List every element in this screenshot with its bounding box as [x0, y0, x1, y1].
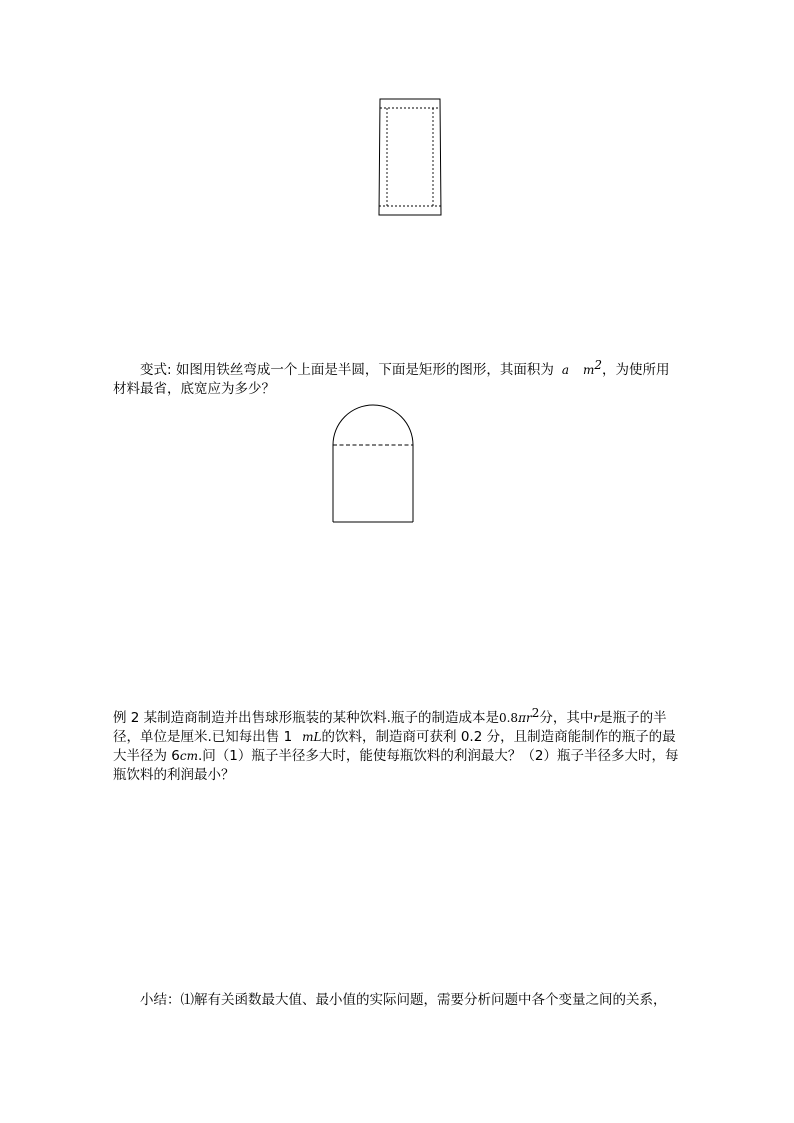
semicircle-rectangle-figure: [330, 403, 416, 526]
sheet-outline: [379, 99, 441, 215]
example2-t5: .问（1）瓶子半径多大时，能使每瓶饮料的利润最大？（2）瓶子半径多大时，每瓶饮料的利润最小？: [113, 748, 679, 783]
area-variable-a: a: [561, 363, 569, 377]
unit-ml: mL: [302, 730, 322, 744]
semicircle-arc: [333, 405, 413, 445]
example2-t4: 的饮料，制造商可获利 0.2 分，且制造商能制作的瓶子的最大半径为 6: [113, 729, 676, 764]
area-unit-exp: 2: [594, 358, 603, 372]
example2-t3: 是瓶子的半径，单位是厘米.已知每出售 1: [113, 710, 667, 745]
radius-symbol: r: [525, 711, 532, 725]
variant-text-a: 变式: 如图用铁丝弯成一个上面是半圆，下面是矩形的图形，其面积为: [140, 362, 554, 378]
example2-t1: 例 2 某制造商制造并出售球形瓶装的某种饮料.瓶子的制造成本是: [113, 710, 499, 726]
variant-text-b: ，为使所用材料最省，底宽应为多少？: [113, 362, 670, 397]
example2-paragraph: [113, 706, 683, 785]
pi-symbol: π: [518, 711, 526, 725]
radius-exponent: 2: [531, 706, 540, 720]
unit-cm: cm: [179, 749, 198, 763]
summary-text: 小结：⑴解有关函数最大值、最小值的实际问题，需要分析问题中各个变量之间的关系，: [140, 992, 667, 1008]
radius-symbol-2: r: [593, 711, 600, 725]
example2-t2: 分，其中: [539, 710, 594, 726]
cost-coefficient: 0.8: [498, 711, 519, 725]
summary-paragraph: [113, 991, 683, 1010]
folded-sheet-figure: [376, 96, 446, 220]
area-unit-m: m: [583, 363, 595, 377]
variant-paragraph: [113, 358, 683, 399]
